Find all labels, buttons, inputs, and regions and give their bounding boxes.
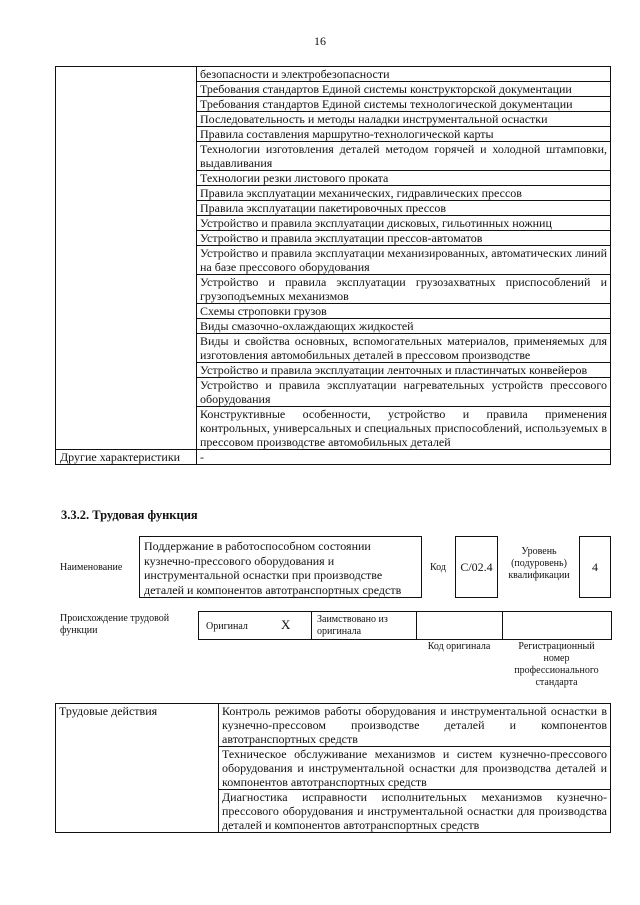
requirement-item: Виды и свойства основных, вспомогательных материалов, применяемых для изготовления автомобильных деталей в прессовом производстве <box>197 334 611 363</box>
requirement-item: Конструктивные особенности, устройство и правила применения контрольных, универсальных и специальных приспособлений, используемых в прессовом производстве автомобильных деталей <box>197 407 611 450</box>
section-heading: 3.3.2. Трудовая функция <box>61 508 198 522</box>
requirement-item: Технологии изготовления деталей методом горячей и холодной штамповки, выдавливания <box>197 142 611 171</box>
other-characteristics-value: - <box>197 450 611 465</box>
requirement-item: Виды смазочно-охлаждающих жидкостей <box>197 319 611 334</box>
requirements-label-cell <box>56 67 197 450</box>
requirement-item: Устройство и правила эксплуатации механизированных, автоматических линий на базе прессового оборудования <box>197 246 611 275</box>
code-original-label: Код оригинала <box>427 641 491 652</box>
borrowed-label: Заимствовано из оригинала <box>317 614 388 637</box>
code-label: Код <box>430 562 446 573</box>
action-row <box>56 704 611 747</box>
function-code-box: C/02.4 <box>455 536 498 598</box>
action-item: Техническое обслуживание механизмов и систем кузнечно-прессового оборудования и инструментальной оснастки для производства деталей и компонентов автотранспортных средств <box>219 747 611 790</box>
requirement-item: Схемы строповки грузов <box>197 304 611 319</box>
requirement-item: Последовательность и методы наладки инструментальной оснастки <box>197 112 611 127</box>
requirement-item: Правила эксплуатации пакетировочных прессов <box>197 201 611 216</box>
other-characteristics-label: Другие характеристики <box>56 450 197 465</box>
reg-number-label: Регистрационный номер профессионального стандарта <box>514 641 599 688</box>
original-mark: X <box>281 617 291 632</box>
knowledge-requirements-table <box>55 66 611 465</box>
requirement-item: Требования стандартов Единой системы конструкторской документации <box>197 82 611 97</box>
function-name-box: Поддержание в работоспособном состоянии кузнечно-прессового оборудования и инструментальной оснастки при производстве деталей и компонентов автотранспортных средств <box>139 536 422 598</box>
original-label: Оригинал <box>206 621 248 632</box>
requirement-item: Устройство и правила эксплуатации нагревательных устройств прессового оборудования <box>197 378 611 407</box>
action-item: Диагностика исправности исполнительных механизмов кузнечно-прессового оборудования и инструментальной оснастки для производства деталей и компонентов автотранспортных средств <box>219 790 611 833</box>
requirement-item: Требования стандартов Единой системы технологической документации <box>197 97 611 112</box>
action-item: Контроль режимов работы оборудования и инструментальной оснастки в кузнечно-прессовом производстве деталей и компонентов автотранспортных средств <box>219 704 611 747</box>
qualification-level-label: Уровень (подуровень) квалификации <box>508 546 570 581</box>
requirement-item: Устройство и правила эксплуатации дисковых, гильотинных ножниц <box>197 216 611 231</box>
page-number: 16 <box>314 34 326 48</box>
requirement-item: Устройство и правила эксплуатации грузозахватных приспособлений и грузоподъемных механизмов <box>197 275 611 304</box>
labor-actions-table <box>55 703 611 833</box>
requirement-item: Правила составления маршрутно-технологической карты <box>197 127 611 142</box>
requirement-row <box>56 67 611 82</box>
name-label: Наименование <box>60 562 123 573</box>
requirement-item: безопасности и электробезопасности <box>197 67 611 82</box>
requirement-item: Устройство и правила эксплуатации ленточных и пластинчатых конвейеров <box>197 363 611 378</box>
origin-label: Происхождение трудовой функции <box>60 613 170 636</box>
other-characteristics-row <box>56 450 611 465</box>
requirement-item: Правила эксплуатации механических, гидравлических прессов <box>197 186 611 201</box>
actions-label: Трудовые действия <box>56 704 219 833</box>
requirement-item: Устройство и правила эксплуатации прессов-автоматов <box>197 231 611 246</box>
qualification-level-box: 4 <box>579 536 611 598</box>
requirement-item: Технологии резки листового проката <box>197 171 611 186</box>
